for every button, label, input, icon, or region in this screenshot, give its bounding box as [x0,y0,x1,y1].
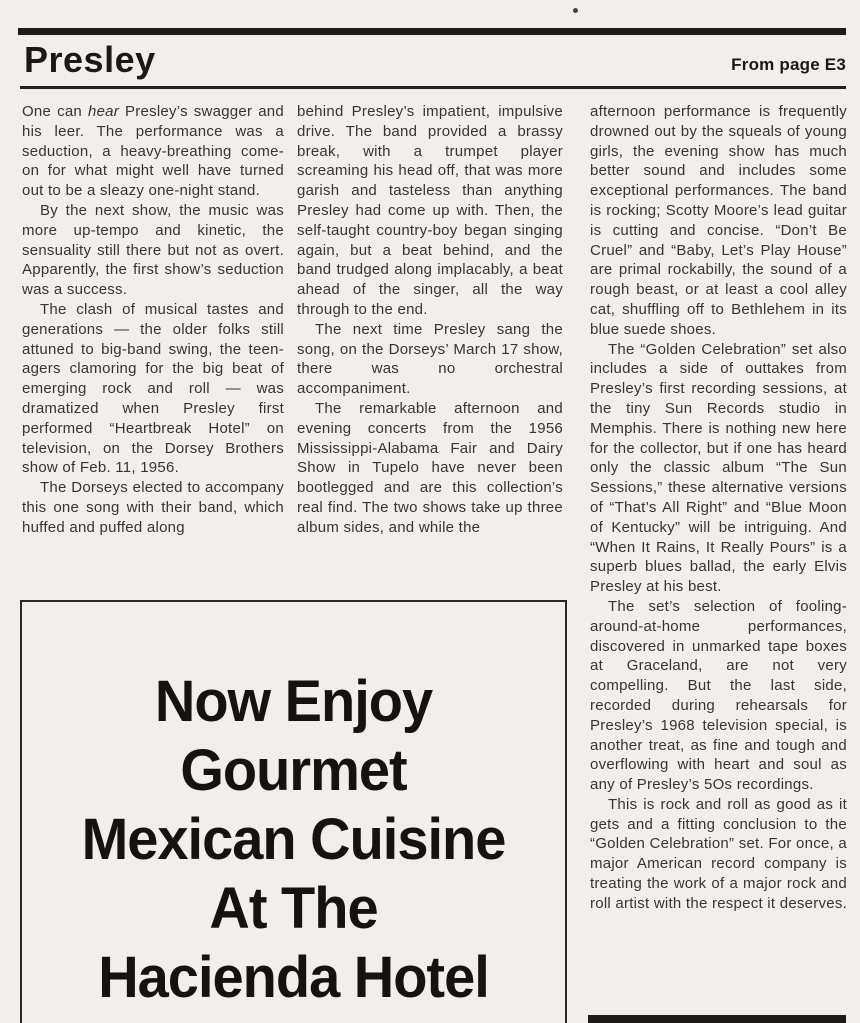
ad-line: Hacienda Hotel [98,943,489,1010]
ad-line: Gourmet [180,736,407,803]
ad-line: Mexican Cuisine [81,805,506,872]
ad-copy [22,666,565,1011]
paragraph: The set’s selection of fooling-around-at-home performances, discovered in unmarked tape boxes at Graceland, are not very compelling. But the last side, recorded during rehearsals for Presley’s 1968 television special, is another treat, as fine and tough and overflowing with heart and soul as any of Presley’s 5Os recordings. [590,597,847,794]
bottom-rule [588,1015,846,1023]
page-title: Presley [24,39,156,80]
paragraph: The Dorseys elected to accompany this one song with their band, which huffed and puffed along [22,479,284,536]
paragraph: This is rock and roll as good as it gets and a fitting conclusion to the “Golden Celebration” set. For once, a major American record company is treating the work of a major rock and roll artist with the respect it deserves. [590,795,848,912]
paragraph-text: Presley’s swagger and his leer. The performance was a seduction, a heavy-breathing come-on for what might well have turned out to be a sleazy one-night stand. [22,103,284,200]
hacienda-hotel-ad [20,600,567,1023]
text-column-2 [297,102,563,538]
paragraph: By the next show, the music was more up-tempo and kinetic, the sensuality still there but not as overt. Apparently, the first show’s seduction was a success. [22,201,284,299]
italic-word: hear [87,103,120,120]
top-rule [18,28,846,35]
paragraph: The next time Presley sang the song, on the Dorseys’ March 17 show, there was no orchestral accompaniment. [297,320,563,398]
text-column-1 [22,102,284,538]
continuation-note: From page E3 [731,55,846,74]
paragraph: The “Golden Celebration” set also includes a side of outtakes from Presley’s first recording sessions, at the tiny Sun Records studio in Memphis. There is nothing new here for the collector, but if one has heard only the classic album “The Sun Sessions,” these alternative versions of “That’s All Right” and “Blue Moon of Kentucky” will be intriguing. And “When It Rains, It Really Pours” is a superb blues ballad, the early Elvis Presley at his best. [590,340,847,596]
article-header [24,40,846,80]
paragraph: The clash of musical tastes and generations — the older folks still attuned to big-band swing, the teen-agers clamoring for the big beat of emerging rock and roll — was dramatized when Presley first performed “Heartbreak Hotel” on television, on the Dorsey Brothers show of Feb. 11, 1956. [22,300,284,477]
header-underline [20,86,846,89]
ad-line: At The [209,874,378,941]
paragraph: behind Presley’s impatient, impulsive drive. The band provided a brassy break, with a trumpet player screaming his head off, that was more garish and tasteless than anything Presley had come up with. Then, the self-taught country-boy began singing again, but a beat behind, and the band trudged along implacably, a beat ahead of the singer, all the way through to the end. [297,103,563,318]
paragraph: The remarkable afternoon and evening concerts from the 1956 Mississippi-Alabama Fair and Dairy Show in Tupelo have never been bootlegged and are this collection’s real find. The two shows take up three album sides, and while the [297,399,563,536]
paragraph [22,102,284,201]
text-column-3 [590,102,847,914]
paragraph: afternoon performance is frequently drowned out by the squeals of young girls, the evening show has much better sound and includes some exceptional performances. The band is rocking; Scotty Moore’s lead guitar is cutting and concise. “Don’t Be Cruel” and “Baby, Let’s Play House” are primal rockabilly, the sound of a rough beast, or at least a cool alley cat, shuffling off to Bethlehem in its blue suede shoes. [590,103,847,338]
ink-speck [573,8,578,13]
ad-line: Now Enjoy [154,667,433,734]
paragraph-text: One can [22,103,88,120]
